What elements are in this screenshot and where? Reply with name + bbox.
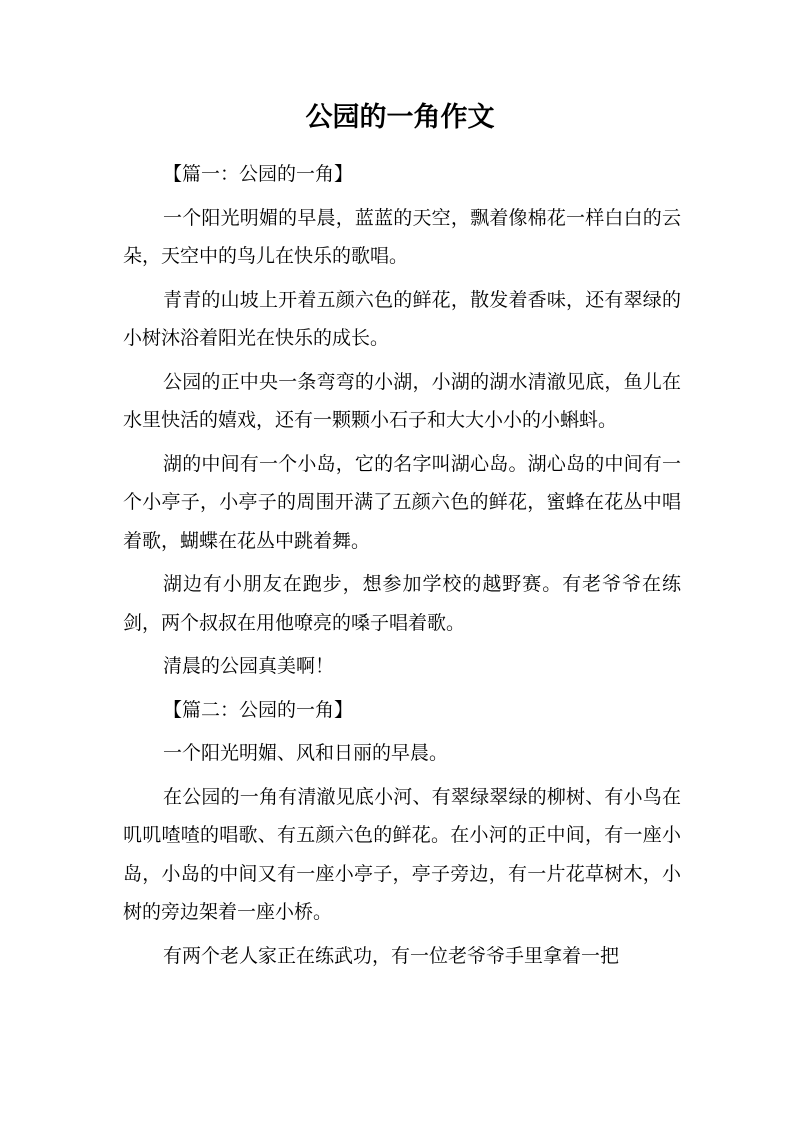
paragraph: 公园的正中央一条弯弯的小湖，小湖的湖水清澈见底，鱼儿在水里快活的嬉戏，还有一颗颗小石子和大大小小的小蝌蚪。 <box>123 370 681 431</box>
paragraph: 青青的山坡上开着五颜六色的鲜花，散发着香味，还有翠绿的小树沐浴着阳光在快乐的成长。 <box>123 288 681 349</box>
document-body <box>123 155 681 980</box>
paragraph: 一个阳光明媚的早晨，蓝蓝的天空，飘着像棉花一样白白的云朵，天空中的鸟儿在快乐的歌唱。 <box>123 206 681 267</box>
document-title: 公园的一角作文 <box>305 102 495 133</box>
paragraph: 湖边有小朋友在跑步，想参加学校的越野赛。有老爷爷在练剑，两个叔叔在用他嘹亮的嗓子唱着歌。 <box>123 573 681 634</box>
paragraph: 有两个老人家正在练武功，有一位老爷爷手里拿着一把 <box>163 944 620 967</box>
paragraph: 清晨的公园真美啊！ <box>163 655 335 677</box>
section-heading-1: 【篇一：公园的一角】 <box>163 163 354 185</box>
paragraph: 湖的中间有一个小岛，它的名字叫湖心岛。湖心岛的中间有一个小亭子，小亭子的周围开满了五颜六色的鲜花，蜜蜂在花丛中唱着歌，蝴蝶在花丛中跳着舞。 <box>123 452 681 552</box>
paragraph: 在公园的一角有清澈见底小河、有翠绿翠绿的柳树、有小鸟在叽叽喳喳的唱歌、有五颜六色的鲜花。在小河的正中间，有一座小岛，小岛的中间又有一座小亭子，亭子旁边，有一片花草树木，小树的旁边架着一座小桥。 <box>123 785 681 923</box>
paragraph: 一个阳光明媚、风和日丽的早晨。 <box>163 742 449 764</box>
section-heading-2: 【篇二：公园的一角】 <box>163 698 354 721</box>
